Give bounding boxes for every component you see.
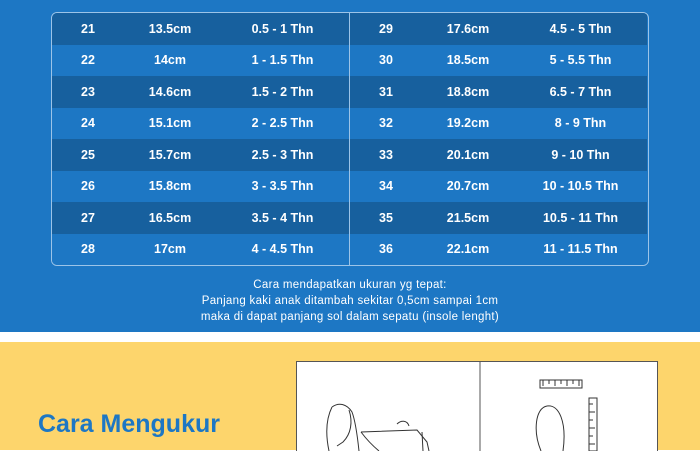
- size-cell: 30: [379, 53, 393, 68]
- length-cell: 18.8cm: [446, 84, 490, 99]
- length-cell: 16.5cm: [148, 210, 192, 225]
- note-line-3: maka di dapat panjang sol dalam sepatu (insole lenght): [200, 311, 500, 323]
- size-cell: 34: [379, 179, 393, 194]
- size-cell: 36: [379, 242, 393, 257]
- table-row: [52, 171, 349, 203]
- length-cell: 21.5cm: [446, 210, 490, 225]
- table-row: [52, 234, 349, 266]
- measure-illustration-drawing: [297, 362, 657, 451]
- size-table: [51, 12, 649, 266]
- length-cell: 13.5cm: [148, 21, 192, 36]
- table-row: [350, 202, 647, 234]
- measure-illustration: [296, 361, 658, 451]
- age-cell: 11 - 11.5 Thn: [543, 242, 618, 257]
- age-cell: 2.5 - 3 Thn: [251, 147, 314, 162]
- size-cell: 25: [81, 147, 95, 162]
- age-cell: 5 - 5.5 Thn: [549, 53, 612, 68]
- age-cell: 2 - 2.5 Thn: [251, 116, 314, 131]
- size-table-left: [52, 13, 349, 265]
- table-row: [52, 76, 349, 108]
- table-row: [350, 234, 647, 266]
- age-cell: 8 - 9 Thn: [554, 116, 607, 131]
- length-cell: 20.7cm: [446, 179, 490, 194]
- size-cell: 21: [81, 21, 95, 36]
- table-row: [52, 13, 349, 45]
- age-cell: 1.5 - 2 Thn: [251, 84, 314, 99]
- table-row: [350, 139, 647, 171]
- size-table-right: [350, 13, 647, 265]
- size-cell: 33: [379, 147, 393, 162]
- length-cell: 15.7cm: [148, 147, 192, 162]
- length-cell: 15.8cm: [148, 179, 192, 194]
- length-cell: 14cm: [154, 53, 186, 68]
- length-cell: 18.5cm: [446, 53, 490, 68]
- table-row: [52, 108, 349, 140]
- table-row: [350, 171, 647, 203]
- length-cell: 20.1cm: [446, 147, 490, 162]
- size-cell: 24: [81, 116, 95, 131]
- length-cell: 19.2cm: [446, 116, 490, 131]
- size-cell: 35: [379, 210, 393, 225]
- table-row: [350, 45, 647, 77]
- age-cell: 3.5 - 4 Thn: [251, 210, 314, 225]
- size-cell: 28: [81, 242, 95, 257]
- age-cell: 1 - 1.5 Thn: [251, 53, 314, 68]
- table-row: [52, 45, 349, 77]
- size-cell: 26: [81, 179, 95, 194]
- table-row: [350, 108, 647, 140]
- sizing-notes: [0, 277, 700, 325]
- age-cell: 10.5 - 11 Thn: [542, 210, 619, 225]
- age-cell: 9 - 10 Thn: [551, 147, 610, 162]
- age-cell: 3 - 3.5 Thn: [251, 179, 314, 194]
- measure-heading: Cara Mengukur: [38, 410, 220, 438]
- age-cell: 4 - 4.5 Thn: [251, 242, 314, 257]
- table-row: [52, 139, 349, 171]
- length-cell: 17cm: [154, 242, 186, 257]
- age-cell: 6.5 - 7 Thn: [549, 84, 612, 99]
- size-cell: 27: [81, 210, 95, 225]
- age-cell: 10 - 10.5 Thn: [542, 179, 619, 194]
- note-line-1: Cara mendapatkan ukuran yg tepat:: [253, 279, 447, 291]
- size-cell: 22: [81, 53, 95, 68]
- age-cell: 4.5 - 5 Thn: [549, 21, 612, 36]
- size-cell: 32: [379, 116, 393, 131]
- note-line-2: Panjang kaki anak ditambah sekitar 0,5cm sampai 1cm: [201, 295, 499, 307]
- length-cell: 15.1cm: [148, 116, 192, 131]
- size-cell: 23: [81, 84, 95, 99]
- table-row: [52, 202, 349, 234]
- length-cell: 14.6cm: [148, 84, 192, 99]
- table-row: [350, 13, 647, 45]
- length-cell: 22.1cm: [446, 242, 490, 257]
- age-cell: 0.5 - 1 Thn: [251, 21, 314, 36]
- length-cell: 17.6cm: [446, 21, 490, 36]
- size-cell: 31: [379, 84, 393, 99]
- table-row: [350, 76, 647, 108]
- size-cell: 29: [379, 21, 393, 36]
- section-gap: [0, 332, 700, 342]
